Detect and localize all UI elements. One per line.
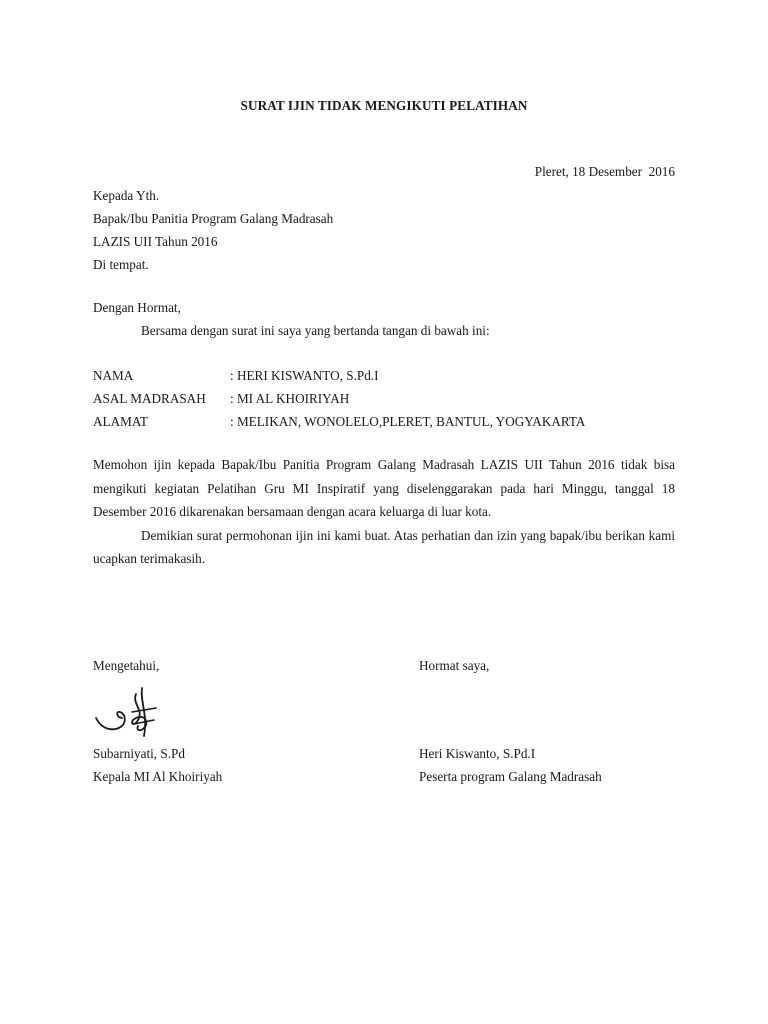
- recipient-line: Bapak/Ibu Panitia Program Galang Madrasah: [93, 211, 334, 226]
- identity-label: ASAL MADRASAH: [93, 391, 206, 406]
- recipient-line: Kepada Yth.: [93, 188, 160, 203]
- signatory-position: Peserta program Galang Madrasah: [419, 769, 602, 784]
- recipient-line: LAZIS UII Tahun 2016: [93, 234, 218, 249]
- identity-value: : MELIKAN, WONOLELO,PLERET, BANTUL, YOGYAKARTA: [230, 414, 586, 429]
- letter-title: SURAT IJIN TIDAK MENGIKUTI PELATIHAN: [240, 98, 528, 113]
- letter-body: [93, 453, 675, 571]
- left-signatory: [93, 742, 222, 788]
- identity-label: NAMA: [93, 368, 134, 383]
- intro-line: Bersama dengan surat ini saya yang bertanda tangan di bawah ini:: [141, 323, 490, 338]
- closing-paragraph: Demikian surat permohonan ijin ini kami buat. Atas perhatian dan izin yang bapak/ibu berikan kami ucapkan terimakasih.: [93, 527, 675, 566]
- right-signature-heading: Hormat saya,: [419, 658, 490, 673]
- recipient-line: Di tempat.: [93, 257, 149, 272]
- signatory-name: Subarniyati, S.Pd: [93, 746, 185, 761]
- salutation: Dengan Hormat,: [93, 300, 181, 315]
- body-paragraph: Memohon ijin kepada Bapak/Ibu Panitia Program Galang Madrasah LAZIS UII Tahun 2016 tidak bisa mengikuti kegiatan Pelatihan Gru MI Inspiratif yang diselenggarakan pada hari Minggu, tanggal 18 Desember 2016 dikarenakan bersamaan dengan acara keluarga di luar kota.: [93, 457, 675, 519]
- identity-label: ALAMAT: [93, 414, 148, 429]
- signatory-position: Kepala MI Al Khoiriyah: [93, 769, 223, 784]
- left-signature-heading: Mengetahui,: [93, 658, 160, 673]
- signatory-name: Heri Kiswanto, S.Pd.I: [419, 746, 536, 761]
- recipient-address: [93, 184, 675, 276]
- identity-value: : MI AL KHOIRIYAH: [230, 391, 350, 406]
- identity-value: : HERI KISWANTO, S.Pd.I: [230, 368, 379, 383]
- letter-date: Pleret, 18 Desember 2016: [534, 164, 675, 179]
- greeting: [93, 296, 675, 342]
- right-signatory: [419, 742, 602, 788]
- handwritten-signature: [92, 684, 164, 744]
